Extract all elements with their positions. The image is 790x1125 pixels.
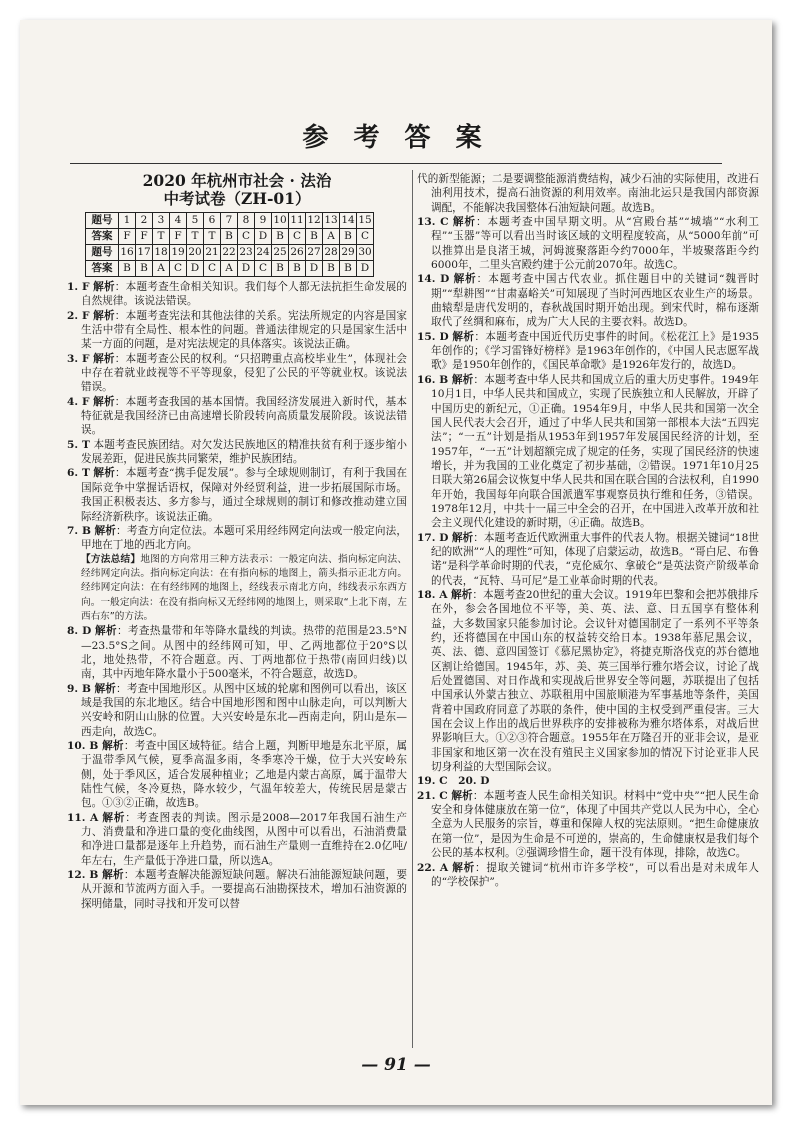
answer-number: 3. F xyxy=(67,352,90,365)
answer-item xyxy=(417,215,759,272)
answer-item xyxy=(67,868,407,911)
answer-number: 14. D xyxy=(417,273,450,286)
analysis-label: 解析 xyxy=(102,740,124,752)
answer-table-row xyxy=(86,213,374,229)
question-number-cell: 26 xyxy=(289,245,306,261)
question-number-cell: 3 xyxy=(153,213,170,229)
analysis-text: ：本题考查我国的基本国情。我国经济发展进入新时代，基本特征就是我国经济已由高速增长阶段转向高质量发展阶段。该说法错误。 xyxy=(81,395,408,437)
column-divider xyxy=(412,170,413,1048)
analysis-label: 解析 xyxy=(102,811,126,824)
answer-item xyxy=(67,280,407,309)
answer-cell: D xyxy=(357,261,374,277)
question-number-cell: 8 xyxy=(238,213,255,229)
analysis-label: 解析 xyxy=(452,216,476,229)
analysis-text: ：本题考查“携手促发展”。参与全球规则制订，有利于我国在国际竞争中掌握话语权，保障对外经贸利益，进一步拓展国际市场。我国正积极表达、多方参与，通过全球规则的制订和修改推动建立国际经济新秩序。该说法正确。 xyxy=(81,467,407,523)
answer-cell: B xyxy=(119,261,136,277)
analysis-text: ：本题考查公民的权利。“只招聘重点高校毕业生”，体现社会中存在着就业歧视等不平等现象，侵犯了公民的平等就业权。该说法错误。 xyxy=(81,352,407,394)
question-number-cell: 30 xyxy=(357,245,374,261)
analysis-text: ：本题考查解决能源短缺问题。解决石油能源短缺问题，要从开源和节流两方面入手。一要提高石油勘探技术，增加石油资源的探明储量，同时寻找和开发可以替 xyxy=(81,869,408,910)
row-label: 答案 xyxy=(86,261,119,277)
answer-cell: A xyxy=(323,229,340,245)
answer-number: 5. T xyxy=(67,438,90,451)
analysis-label: 解析 xyxy=(451,373,474,386)
analysis-text: ：本题考查人民生命相关知识。材料中“党中央”“把人民生命安全和身体健康放在第一位”，体现了中国共产党以人民为中心，全心全意为人民服务的宗旨，尊重和保障人权的宪法原则。“把生命健康放在第一位”，是因为生命是不可逆的，崇高的，生命健康权是我们每个公民的基本权利。②强调珍惜生命，题干没有体现，排除，故选C。 xyxy=(431,789,759,860)
answer-number: 10. B xyxy=(67,740,99,752)
analysis-label: 解析 xyxy=(451,789,473,802)
answer-cell: B xyxy=(340,229,357,245)
question-number-cell: 9 xyxy=(255,213,272,229)
analysis-label: 解析 xyxy=(93,309,115,322)
answer-cell: F xyxy=(136,229,153,245)
answer-cell: T xyxy=(153,229,170,245)
question-number-cell: 18 xyxy=(153,245,170,261)
analysis-text: ：考查图表的判读。图示是2008—2017年我国石油生产力、消费量和净进口量的变化曲线图，从图中可以看出，石油消费量和净进口量都是逐年上升趋势，而石油生产量则一直维持在2.0亿吨/年左右，生产量低于净进口量，所以选A。 xyxy=(81,811,408,867)
question-number-cell: 13 xyxy=(323,213,340,229)
question-number-cell: 20 xyxy=(187,245,204,261)
answer-cell: D xyxy=(187,261,204,277)
answer-item xyxy=(417,588,759,774)
analysis-label: 解析 xyxy=(451,531,474,544)
question-number-cell: 12 xyxy=(306,213,323,229)
answer-number: 16. B xyxy=(417,373,449,386)
method-summary xyxy=(67,553,407,625)
answer-cell: A xyxy=(221,261,238,277)
analysis-label: 解析 xyxy=(94,524,117,537)
row-label: 题号 xyxy=(86,213,119,229)
question-number-cell: 22 xyxy=(221,245,238,261)
answer-number: 11. A xyxy=(67,811,99,824)
analysis-text: ：本题考查20世纪的重大会议。1919年巴黎和会把苏俄排斥在外，参会各国地位不平等，美、英、法、意、日五国享有整体利益，大多数国家只能参加讨论。会议针对德国制定了一系列不平等条约，还将德国在中国山东的权益转交给日本。1938年慕尼黑会议，英、法、德、意四国签订《慕尼黑协定》，将捷克斯洛伐克的苏台德地区割让给德国。1945年，苏、美、英三国举行雅尔塔会议，讨论了战后处置德国、对日作战和实现战后世界安全等问题，苏联提出了包括中国承认外蒙古独立、苏联租用中国旅顺港为军事基地等条件，美国背着中国政府同意了苏联的条件，使中国的主权受到严重侵害。三大国在会议上作出的战后世界秩序的安排被称为雅尔塔体系，对战后世界影响巨大。①②③符合题意。1955年在万隆召开的亚非会议，是亚非国家和地区第一次在没有殖民主义国家参加的情况下讨论亚非人民切身利益的大型国际会议。 xyxy=(431,588,759,774)
answer-item xyxy=(67,524,407,553)
answer-item xyxy=(67,682,407,739)
question-number-cell: 1 xyxy=(119,213,136,229)
analysis-label: 解析 xyxy=(93,352,115,365)
analysis-label: 解析 xyxy=(93,467,116,480)
question-number-cell: 6 xyxy=(204,213,221,229)
answer-item xyxy=(417,861,759,890)
analysis-text: ：考查热量带和年等降水量线的判读。热带的范围是23.5°N—23.5°S之间。从图中的经纬网可知，甲、乙两地都位于20°S以北，地处热带，不符合题意。丙、丁两地都位于热带(南回归线)以南，其中丙地年降水量小于500毫米，不符合题意，故选D。 xyxy=(81,625,407,681)
analysis-text: ：本题考查中华人民共和国成立后的重大历史事件。1949年10月1日，中华人民共和国成立，实现了民族独立和人民解放，开辟了中国历史的新纪元，①正确。1954年9月，中华人民共和国第一次全国人民代表大会召开，通过了中华人民共和国第一部根本大法“五四宪法”；“一五”计划是指从1953年到1957年发展国民经济的计划，至1957年，“一五”计划超额完成了规定的任务，实现了国民经济的快速增长，并为我国的工业化奠定了初步基础，②错误。1971年10月25日联大第26届会议恢复中华人民共和国在联合国的合法权利，自1990年开始，我国每年向联合国派遣军事观察员执行维和任务，③错误。1978年12月，中共十一届三中全会的召开，在中国进入改革开放和社会主义现代化建设的新时期，④正确。故选B。 xyxy=(431,373,760,530)
question-number-cell: 10 xyxy=(272,213,289,229)
answer-number: 12. B xyxy=(67,869,99,882)
question-number-cell: 25 xyxy=(272,245,289,261)
answer-item xyxy=(67,811,407,868)
answer-item xyxy=(417,774,759,788)
page-title: 参 考 答 案 xyxy=(302,123,490,153)
answer-number: 22. A xyxy=(417,861,449,874)
question-number-cell: 21 xyxy=(204,245,221,261)
analysis-text: ：本题考查中国古代农业。抓住题目中的关键词“魏晋时期”“犁耕图”“甘肃嘉峪关”可知展现了当时河西地区农业生产的场景。曲辕犁是唐代发明的，春秋战国时期开始出现。到宋代时，棉布逐渐取代了丝绸和麻布，成为广大人民的主要衣料。故选D。 xyxy=(431,273,759,329)
answer-number: 4. F xyxy=(67,395,90,408)
method-summary-text: 地图的方向常用三种方法表示：一般定向法、指向标定向法、经纬网定向法。指向标定向法：在有指向标的地图上，箭头指示正北方向。经纬网定向法：在有经纬网的地图上，经线表示南北方向，纬线表示东西方向。一般定向法：在没有指向标又无经纬网的地图上，则采取“上北下南，左西右东”的方法。 xyxy=(81,553,408,622)
answer-cell: F xyxy=(170,229,187,245)
answer-cell: B xyxy=(340,261,357,277)
answer-number: 6. T xyxy=(67,467,90,480)
answer-item xyxy=(417,172,759,215)
answer-cell: F xyxy=(119,229,136,245)
analysis-label: 解析 xyxy=(453,273,477,286)
answer-item xyxy=(67,352,407,395)
answer-table-row xyxy=(86,261,374,277)
answer-item xyxy=(67,466,407,523)
analysis-label: 解析 xyxy=(450,588,473,601)
analysis-text: ：本题考查宪法和其他法律的关系。宪法所规定的内容是国家生活中带有全局性、根本性的问题。普通法律规定的只是国家生活中某一方面的问题，是对宪法规定的具体落实。该说法正确。 xyxy=(81,309,408,351)
answer-number: 9. B xyxy=(67,682,91,695)
question-number-cell: 14 xyxy=(340,213,357,229)
analysis-label: 解析 xyxy=(452,330,475,343)
answer-number: 7. B xyxy=(67,524,91,537)
answer-cell: B xyxy=(323,261,340,277)
answer-number: 2. F xyxy=(67,309,90,322)
answer-number: 15. D xyxy=(417,330,449,343)
answer-table xyxy=(85,212,374,277)
answer-cell: C xyxy=(204,261,221,277)
analysis-label: 解析 xyxy=(93,281,115,293)
question-number-cell: 29 xyxy=(340,245,357,261)
question-number-cell: 16 xyxy=(119,245,136,261)
answer-cell: C xyxy=(357,229,374,245)
answer-cell: C xyxy=(170,261,187,277)
question-number-cell: 4 xyxy=(170,213,187,229)
question-number-cell: 17 xyxy=(136,245,153,261)
answer-item xyxy=(67,438,407,467)
question-number-cell: 7 xyxy=(221,213,238,229)
answer-cell: T xyxy=(187,229,204,245)
answer-cell: A xyxy=(153,261,170,277)
question-number-cell: 5 xyxy=(187,213,204,229)
analysis-label: 解析 xyxy=(93,395,115,408)
answer-cell: B xyxy=(136,261,153,277)
answer-cell: B xyxy=(289,261,306,277)
answer-cell: C xyxy=(238,229,255,245)
answer-number: 21. C xyxy=(417,789,448,802)
answer-item xyxy=(417,789,759,861)
title-rule xyxy=(70,163,722,164)
answer-cell: C xyxy=(255,261,272,277)
question-number-cell: 15 xyxy=(357,213,374,229)
answer-item xyxy=(67,739,407,811)
answer-page xyxy=(20,20,772,1105)
exam-subtitle: 中考试卷（ZH-01） xyxy=(163,189,311,208)
analysis-text: ：考查方向定位法。本题可采用经纬网定向法或一般定向法，甲地在丁地的西北方向。 xyxy=(81,524,408,552)
answer-number: 8. D xyxy=(67,625,92,638)
question-number-cell: 11 xyxy=(289,213,306,229)
question-number-cell: 2 xyxy=(136,213,153,229)
answer-item xyxy=(67,395,407,438)
analysis-label: 解析 xyxy=(95,625,117,638)
analysis-text: ：提取关键词“杭州市许多学校”，可以看出是对未成年人的“学校保护”。 xyxy=(431,861,760,888)
question-number-cell: 27 xyxy=(306,245,323,261)
question-number-cell: 24 xyxy=(255,245,272,261)
page-number: — 91 — xyxy=(361,1055,431,1075)
answer-number: 1. F xyxy=(67,281,90,293)
analysis-text: ：考查中国地形区。从图中区域的轮廓和图例可以看出，该区域是我国的东北地区。结合中国地形图和图中山脉走向，可以判断大兴安岭和阴山山脉的位置。大兴安岭是东北—西南走向，阴山是东—西走向，故选C。 xyxy=(81,682,408,738)
answer-item xyxy=(417,373,759,531)
answer-list-part-2 xyxy=(67,624,407,911)
answer-cell: B xyxy=(272,229,289,245)
left-column xyxy=(67,172,407,911)
row-label: 答案 xyxy=(86,229,119,245)
analysis-text: 本题考查民族团结。对欠发达民族地区的精准扶贫有利于逐步缩小发展差距，促进民族共同繁荣，维护民族团结。 xyxy=(81,438,407,466)
answer-item xyxy=(67,624,407,681)
analysis-label: 解析 xyxy=(452,861,475,874)
question-number-cell: 28 xyxy=(323,245,340,261)
analysis-text: ：考查中国区域特征。结合上题，判断甲地是东北平原，属于温带季风气候，夏季高温多雨，冬季寒冷干燥，位于大兴安岭东侧，处于季风区，适合发展种植业；乙地是内蒙古高原，属于温带大陆性气候，冬冷夏热，降水较少，气温年较差大，传统民居是蒙古包。①③②正确，故选B。 xyxy=(81,740,408,810)
answer-number: 13. C xyxy=(417,216,449,229)
answer-table-row xyxy=(86,245,374,261)
answer-number: 18. A xyxy=(417,588,448,601)
answer-table-row xyxy=(86,229,374,245)
answer-cell: C xyxy=(289,229,306,245)
answer-cell: B xyxy=(272,261,289,277)
analysis-text: 代的新型能源；二是要调整能源消费结构，减少石油的实际使用，改进石油利用技术，提高石油资源的利用效率。南油北运只是我国内部资源调配，不能解决我国整体石油短缺问题。故选B。 xyxy=(417,173,759,214)
analysis-text: ：本题考查近代欧洲重大事件的代表人物。根据关键词“18世纪的欧洲”“人的理性”可知，体现了启蒙运动，故选B。“哥白尼、布鲁诺”是科学革命时期的代表，“克伦威尔、拿破仑”是英法资产阶级革命的代表，“瓦特、马可尼”是工业革命时期的代表。 xyxy=(431,531,759,587)
answer-number: 19. C 20. D xyxy=(417,775,490,788)
analysis-label: 解析 xyxy=(94,682,117,695)
answer-cell: D xyxy=(238,261,255,277)
answer-list-part-1 xyxy=(67,280,407,553)
answer-number: 17. D xyxy=(417,531,449,544)
answer-item xyxy=(417,330,759,373)
answer-list-part-3 xyxy=(417,172,759,889)
analysis-text: ：本题考查中国早期文明。从“宫殿台基”“城墙”“水利工程”“玉器”等可以看出当时该区域的文明程度较高，从“5000年前”可以推算出是良渚王城，河姆渡聚落距今约7000年，半坡聚落距今约6000年，二里头宫殿约建于公元前2070年。故选C。 xyxy=(431,216,760,272)
analysis-text: ：本题考查生命相关知识。我们每个人都无法抗拒生命发展的自然规律。该说法错误。 xyxy=(81,281,408,308)
answer-cell: D xyxy=(306,261,323,277)
answer-item xyxy=(417,272,759,329)
answer-item xyxy=(67,309,407,352)
question-number-cell: 19 xyxy=(170,245,187,261)
question-number-cell: 23 xyxy=(238,245,255,261)
right-column xyxy=(417,172,759,889)
analysis-text: ：本题考查中国近代历史事件的时间。《松花江上》是1935年创作的；《学习雷锋好榜样》是1963年创作的，《中国人民志愿军战歌》是1950年创作的，《国民革命歌》是1926年发行的，故选D。 xyxy=(431,330,759,372)
answer-item xyxy=(417,531,759,588)
method-summary-tag: 【方法总结】 xyxy=(81,553,141,565)
exam-title: 2020 年杭州市社会 · 法治 xyxy=(142,171,332,190)
answer-cell: D xyxy=(255,229,272,245)
row-label: 题号 xyxy=(86,245,119,261)
analysis-label: 解析 xyxy=(102,869,124,882)
answer-cell: B xyxy=(221,229,238,245)
answer-cell: B xyxy=(306,229,323,245)
answer-cell: T xyxy=(204,229,221,245)
